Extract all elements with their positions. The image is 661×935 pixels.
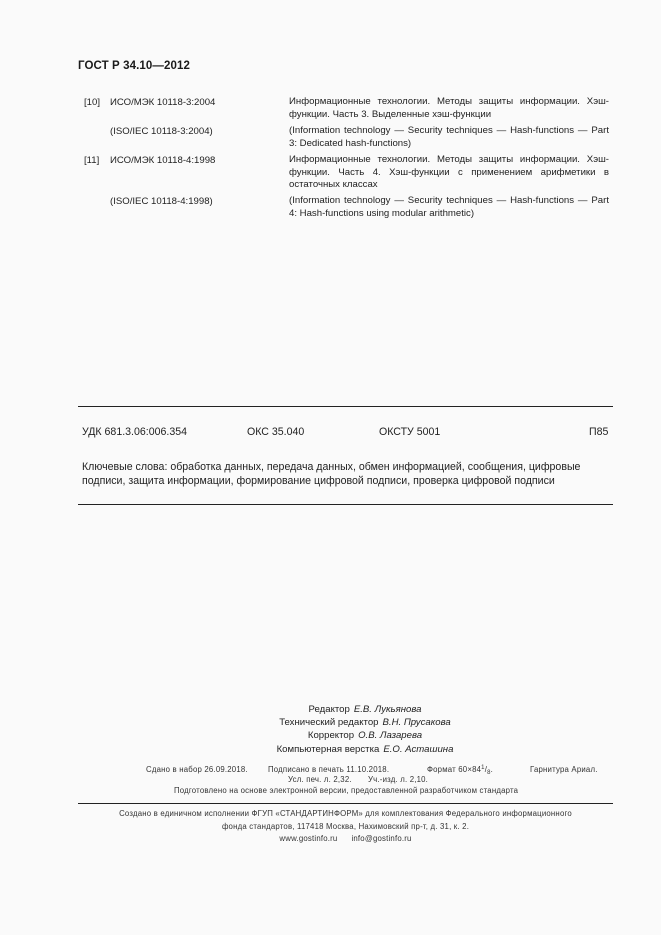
divider-top (78, 406, 613, 407)
imprint-submitted: Сдано в набор 26.09.2018. (146, 765, 248, 774)
website-link[interactable]: www.gostinfo.ru (279, 834, 338, 843)
udk-code: УДК 681.3.06:006.354 (82, 426, 188, 438)
imprint-print-sheets: Усл. печ. л. 2,32. (288, 775, 352, 784)
credit-name: О.В. Лазарева (358, 730, 423, 742)
footer-line-2: фонда стандартов, 117418 Москва, Нахимовский пр-т, д. 31, к. 2. (221, 821, 470, 831)
reference-code-en: (ISO/IEC 10118-3:2004) (110, 126, 213, 137)
credit-role: Технический редактор (279, 717, 379, 729)
oks-code: ОКС 35.040 (247, 426, 305, 438)
imprint-pub-sheets: Уч.-изд. л. 2,10. (368, 775, 429, 784)
credit-tech-editor (230, 716, 500, 729)
credit-role: Корректор (307, 730, 355, 742)
reference-title-en: (Information technology — Security techniques — Hash-functions — Part 4: Hash-functions using modular arithmetic) (289, 195, 609, 219)
reference-code-en: (ISO/IEC 10118-4:1998) (110, 196, 213, 207)
publisher-footer (78, 808, 613, 846)
group-code: П85 (589, 426, 609, 438)
credit-role: Редактор (308, 704, 350, 715)
divider-bottom (78, 803, 613, 804)
divider-middle (78, 504, 613, 505)
email-link[interactable]: info@gostinfo.ru (351, 834, 412, 843)
credit-name: Е.О. Асташина (383, 743, 454, 755)
reference-code: ИСО/МЭК 10118-4:1998 (110, 155, 216, 166)
footer-line-1: Создано в единичном исполнении ФГУП «СТАНДАРТИНФОРМ» для комплектования Федерального информационного (119, 809, 572, 818)
document-header-title: ГОСТ Р 34.10—2012 (78, 60, 190, 72)
credit-layout (230, 743, 500, 756)
reference-code: ИСО/МЭК 10118-3:2004 (110, 97, 216, 108)
reference-title-ru: Информационные технологии. Методы защиты информации. Хэш-функции. Часть 4. Хэш-функции с применением арифметики в остаточных классах (289, 154, 609, 191)
credit-proofreader (230, 729, 500, 742)
credits-block (230, 703, 500, 756)
imprint-signed: Подписано в печать 11.10.2018. (268, 765, 390, 774)
reference-title-ru: Информационные технологии. Методы защиты информации. Хэш-функции. Часть 3. Выделенные хэш-функции (289, 96, 609, 120)
imprint-typeface: Гарнитура Ариал. (530, 765, 598, 774)
credit-role: Компьютерная верстка (276, 743, 380, 755)
reference-title-en: (Information technology — Security techniques — Hash-functions — Part 3: Dedicated hash-functions) (289, 125, 609, 149)
credit-editor (230, 703, 500, 716)
okstu-code: ОКСТУ 5001 (379, 426, 441, 438)
credit-name: Е.В. Лукьянова (353, 704, 422, 715)
imprint-prepared: Подготовлено на основе электронной версии, предоставленной разработчиком стандарта (174, 786, 519, 795)
imprint-format: Формат $60\times 84^1/_8$. (427, 765, 494, 776)
footer-contacts (78, 833, 613, 846)
keywords-text: Ключевые слова: обработка данных, передача данных, обмен информацией, сообщения, цифровые подписи, защита информации, формирование цифровой подписи, проверка цифровой подписи (82, 461, 581, 487)
credit-name: В.Н. Прусакова (382, 717, 451, 729)
reference-number: [10] (84, 97, 101, 108)
reference-number: [11] (84, 155, 100, 166)
